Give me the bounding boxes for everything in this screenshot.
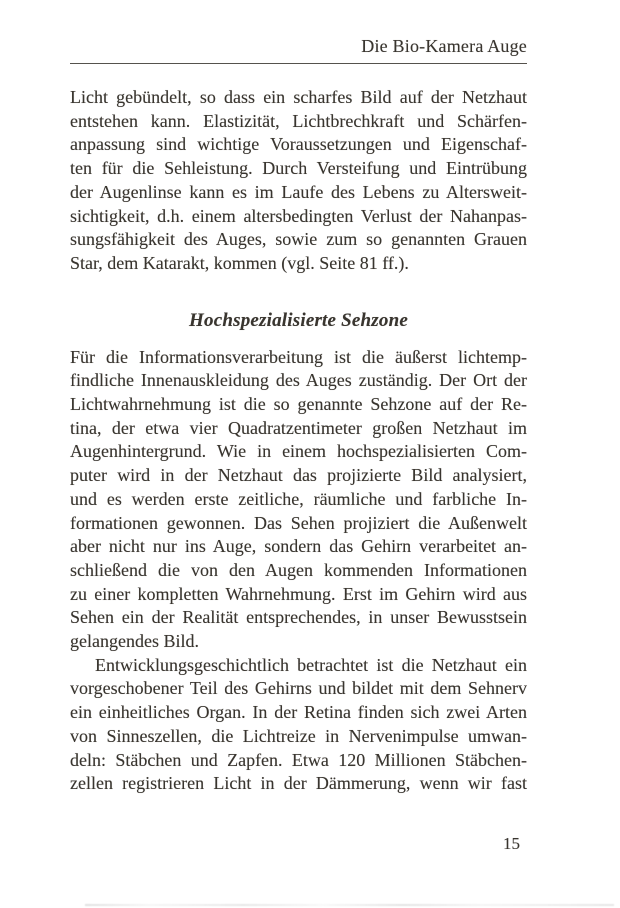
text-line: vorgeschobener Teil des Gehirns und bildet mit dem Sehnerv [70, 678, 527, 699]
section-heading: Hochspezialisierte Sehzone [189, 309, 408, 331]
text-line: Augenhintergrund. Wie in einem hochspezialisierten Com- [70, 441, 527, 462]
text-line: Licht gebündelt, so dass ein scharfes Bild auf der Netzhaut [70, 87, 527, 107]
text-line: und es werden erste zeitliche, räumliche und farbliche In- [70, 488, 527, 509]
text-line: von Sinneszellen, die Lichtreize in Nervenimpulse umwan- [70, 725, 527, 746]
book-page [70, 0, 527, 908]
scan-bottom-edge [85, 904, 614, 906]
text-line: puter wird in der Netzhaut das projizierte Bild analysiert, [70, 465, 527, 486]
text-line: der Augenlinse kann es im Laufe des Lebens zu Altersweit- [70, 181, 527, 202]
text-line: Star, dem Katarakt, kommen (vgl. Seite 81 ff.). [70, 252, 409, 273]
text-line: formationen gewonnen. Das Sehen projiziert die Außenwelt [70, 512, 527, 533]
text-line: ten für die Sehleistung. Durch Versteifung und Eintrübung [70, 158, 527, 179]
text-line: zu einer kompletten Wahrnehmung. Erst im Gehirn wird aus [70, 583, 527, 604]
text-line: sungsfähigkeit des Auges, sowie zum so genannten Grauen [70, 229, 527, 250]
text-line: schließend die von den Augen kommenden Informationen [70, 559, 527, 580]
text-line: tina, der etwa vier Quadratzentimeter großen Netzhaut im [70, 417, 527, 438]
text-line: Entwicklungsgeschichtlich betrachtet ist die Netzhaut ein [95, 654, 527, 675]
text-line: Für die Informationsverarbeitung ist die äußerst lichtemp- [70, 346, 527, 367]
text-line: findliche Innenauskleidung des Auges zuständig. Der Ort der [70, 370, 527, 391]
page-body-text [70, 86, 527, 796]
text-line: deln: Stäbchen und Zapfen. Etwa 120 Millionen Stäbchen- [70, 749, 527, 770]
paragraph [70, 654, 527, 796]
text-line: aber nicht nur ins Auge, sondern das Gehirn verarbeitet an- [70, 536, 527, 557]
text-line: Sehen ein der Realität entsprechendes, in unser Bewusstsein [70, 607, 527, 628]
text-line: Lichtwahrnehmung ist die so genannte Sehzone auf der Re- [70, 394, 527, 415]
paragraph [70, 346, 527, 654]
text-line: entstehen kann. Elastizität, Lichtbrechkraft und Schärfen- [70, 110, 527, 131]
page-number: 15 [503, 834, 520, 853]
text-line: ein einheitliches Organ. In der Retina finden sich zwei Arten [70, 702, 527, 723]
page-header [70, 0, 527, 64]
text-line: zellen registrieren Licht in der Dämmerung, wenn wir fast [70, 773, 527, 794]
text-line: anpassung sind wichtige Voraussetzungen und Eigenschaf- [70, 134, 527, 155]
paragraph [70, 86, 527, 276]
text-line: sichtigkeit, d.h. einem altersbedingten Verlust der Nahanpas- [70, 205, 527, 226]
text-line: gelangendes Bild. [70, 631, 199, 652]
running-header-title: Die Bio-Kamera Auge [70, 0, 527, 64]
